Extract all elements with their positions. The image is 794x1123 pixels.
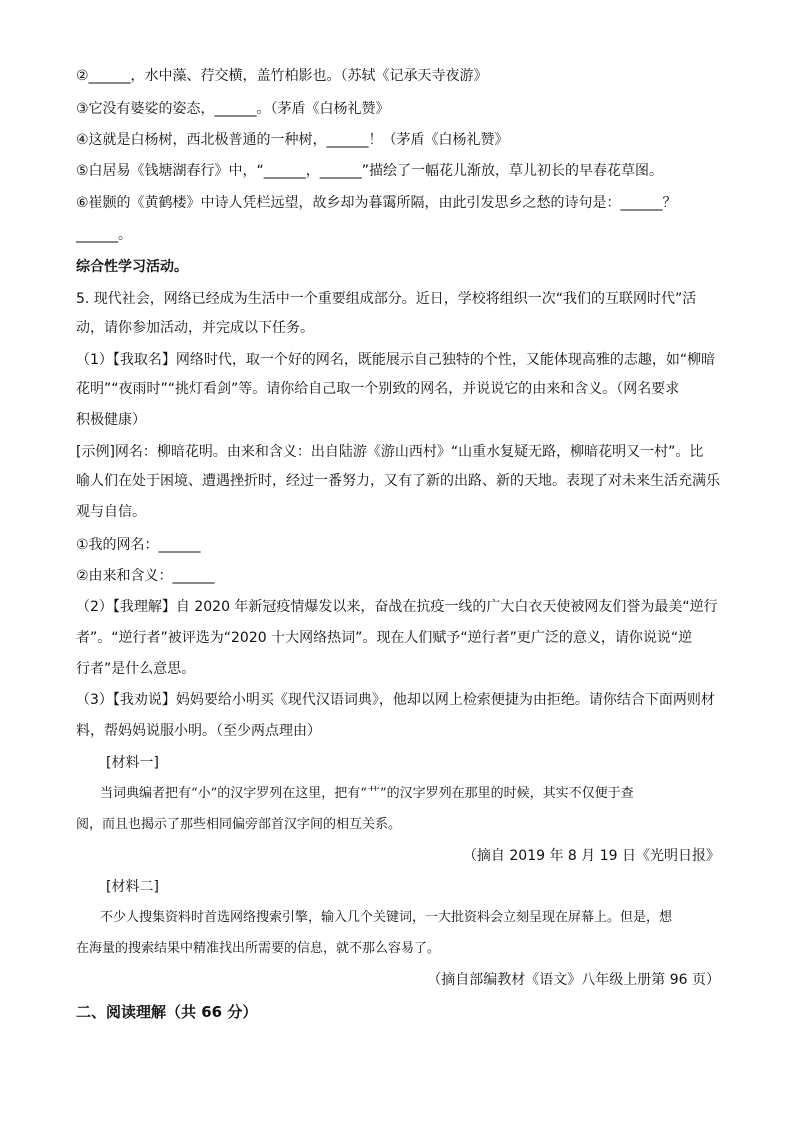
poem-item-4: ④这就是白杨树，西北极普通的一种树，______！（茅盾《白杨礼赞》 [76,132,509,148]
my-name-prompt: ①我的网名：______ [76,537,201,553]
task-1-line-1: （1）【我取名】网络时代，取一个好的网名，既能展示自己独特的个性，又能体现高雅的志趣，如“柳暗 [76,352,716,368]
poem-item-6: ⑥崔颢的《黄鹤楼》中诗人凭栏远望，故乡却为暮霭所隔，由此引发思乡之愁的诗句是：______？ [76,195,677,211]
example-line-3: 观与自信。 [76,504,146,520]
material-1-label: [材料一] [106,755,159,771]
material-2-label: [材料二] [106,879,159,895]
task-3-line-2: 料，帮妈妈说服小明。（至少两点理由） [76,723,321,739]
question-5-line-2: 动，请你参加活动，并完成以下任务。 [76,320,314,336]
task-1-line-3: 积极健康） [76,412,146,428]
material-2-line-2: 在海量的搜索结果中精准找出所需要的信息，就不那么容易了。 [76,941,441,956]
task-1-line-2: 花明”“夜雨时”“挑灯看剑”等。请你给自己取一个别致的网名，并说说它的由来和含义。（网名要求 [76,381,680,397]
poem-item-3: ③它没有婆娑的姿态，______。（茅盾《白杨礼赞》 [76,101,390,117]
material-2-source: （摘自部编教材《语文》八年级上册第 96 页） [427,972,720,988]
poem-item-2: ②______，水中藻、荇交横，盖竹柏影也。（苏轼《记承天寺夜游》 [76,68,488,84]
material-1-line-1: 当词典编者把有“小”的汉字罗列在这里，把有“艹”的汉字罗列在那里的时候，其实不仅便于查 [100,786,634,801]
task-2-line-3: 行者”是什么意思。 [76,661,196,677]
activity-heading: 综合性学习活动。 [76,259,188,275]
material-2-line-1: 不少人搜集资料时首选网络搜索引擎，输入几个关键词，一大批资料会立刻呈现在屏幕上。但是，想 [100,910,673,925]
question-5-line-1: 5. 现代社会，网络已经成为生活中一个重要组成部分。近日，学校将组织一次“我们的互联网时代”活 [76,291,697,307]
poem-item-5: ⑤白居易《钱塘湖春行》中，“______，______”描绘了一幅花儿渐放，草儿初长的早春花草图。 [76,163,664,179]
poem-item-6-continued: ______。 [76,227,132,243]
section-title: 二、阅读理解（共 66 分） [76,1003,258,1021]
material-1-line-2: 阅，而且也揭示了那些相同偏旁部首汉字间的相互关系。 [76,817,402,832]
task-2-line-2: 者”。“逆行者”被评选为“2020 十大网络热词”。现在人们赋予“逆行者”更广泛的意义，请你说说“逆 [76,630,693,646]
material-1-source: （摘自 2019 年 8 月 19 日《光明日报》 [462,848,720,864]
task-2-line-1: （2）【我理解】自 2020 年新冠疫情爆发以来，奋战在抗疫一线的广大白衣天使被网友们誉为最美“逆行 [76,599,718,615]
example-line-1: [示例]网名：柳暗花明。由来和含义：出自陆游《游山西村》“山重水复疑无路，柳暗花明又一村”。比 [76,444,704,460]
example-line-2: 喻人们在处于困境、遭遇挫折时，经过一番努力，又有了新的出路、新的天地。表现了对未来生活充满乐 [76,473,720,489]
task-3-line-1: （3）【我劝说】妈妈要给小明买《现代汉语词典》，他却以网上检索便捷为由拒绝。请你结合下面两则材 [76,692,715,708]
origin-prompt: ②由来和含义：______ [76,568,215,584]
